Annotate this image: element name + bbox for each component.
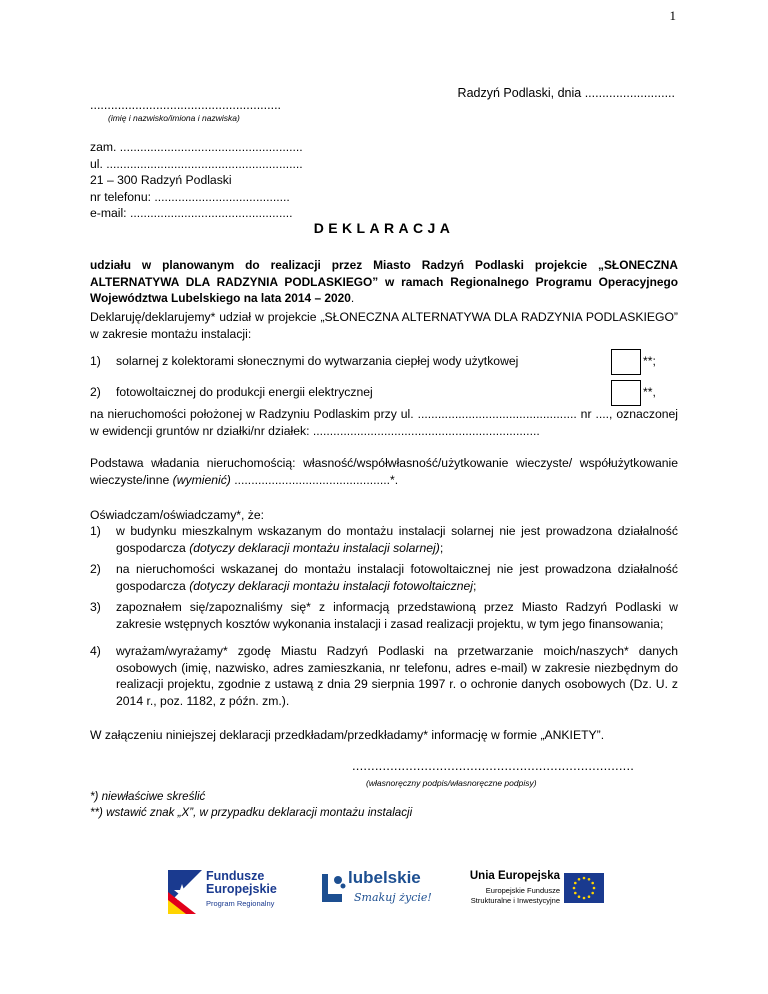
option-label: fotowoltaicznej do produkcji energii elektrycznej <box>116 385 373 399</box>
lubelskie-logo <box>316 868 436 916</box>
phone-field[interactable]: nr telefonu: ........................................ <box>90 189 290 204</box>
statement-end: ; <box>439 540 444 555</box>
name-hint: (imię i nazwisko/imiona i nazwiska) <box>108 113 240 123</box>
address-street-field[interactable]: ul. .......................................................... <box>90 156 303 171</box>
statement-italic: (dotyczy deklaracji montażu instalacji fotowoltaicznej <box>189 578 474 593</box>
statement-item <box>90 561 678 594</box>
intro-paragraph <box>90 257 678 307</box>
statement-item <box>90 523 678 556</box>
unia-europejska-logo <box>444 870 604 914</box>
statement-text: w budynku mieszkalnym wskazanym do montażu instalacji solarnej nie jest prowadzona działalność gospodarcza <box>116 524 678 555</box>
document-title: DEKLARACJA <box>313 220 455 236</box>
solar-mark-note: **; <box>643 354 656 368</box>
intro-end: . <box>350 291 355 305</box>
ue-line2: Europejskie Fundusze <box>485 886 560 895</box>
legal-title-paragraph <box>90 455 678 488</box>
statement-number: 2) <box>90 562 101 576</box>
option-number: 2) <box>90 385 101 399</box>
date-line: Radzyń Podlaski, dnia .......................... <box>457 86 675 100</box>
lubelskie-slogan: Smakuj życie! <box>354 891 432 904</box>
footnote-mark-x <box>90 806 412 819</box>
footnote-text: **) wstawić znak „X”, w przypadku deklaracji montażu instalacji <box>90 806 413 819</box>
statement-text: wyrażam/wyrażamy* zgodę Miastu Radzyń Podlaski na przetwarzanie moich/naszych* danych osobowych (imię, nazwisko, adres zamieszkania, nr telefonu, adres e-mail) w zakresie niezbędnym do realizacji projektu, zgodnie z ustawą z dnia 29 sierpnia 1997 r. o ochronie danych osobowych (Dz. U. z 2014 r., poz. 1182, z późn. zm.). <box>116 644 678 708</box>
legal-text: Podstawa władania nieruchomością: własność/współwłasność/użytkowanie wieczyste/ współużytkowanie wieczyste/inne <box>90 456 678 487</box>
statement-italic: (dotyczy deklaracji montażu instalacji solarnej) <box>189 540 440 555</box>
statement-text: na nieruchomości wskazanej do montażu instalacji fotowoltaicznej nie jest prowadzona działalność gospodarcza <box>116 562 678 593</box>
statement-number: 4) <box>90 644 101 658</box>
statements-header: Oświadczam/oświadczamy*, że: <box>90 508 265 522</box>
legal-dots-field[interactable]: ..............................................*. <box>230 472 399 487</box>
address-city: 21 – 300 Radzyń Podlaski <box>90 173 232 187</box>
fe-line2: Europejskie <box>206 882 277 896</box>
page-number: 1 <box>669 8 676 23</box>
name-field[interactable]: ....................................................... <box>90 98 282 112</box>
statement-item <box>90 643 678 709</box>
statement-item <box>90 599 678 632</box>
photovoltaic-mark-note: **, <box>643 385 656 399</box>
footnote-strike: *) niewłaściwe skreślić <box>90 790 206 803</box>
fe-line3: Program Regionalny <box>206 899 275 908</box>
lubelskie-symbol-icon <box>316 872 348 906</box>
statement-text: zapoznałem się/zapoznaliśmy się* z informacją przedstawioną przez Miasto Radzyń Podlaski w zakresie wstępnych kosztów wykonania instalacji i zasad realizacji projektu, w tym jego finansowania; <box>116 600 678 631</box>
signature-field[interactable]: .......................................................................... <box>352 758 635 773</box>
solar-checkbox[interactable] <box>611 349 641 375</box>
photovoltaic-checkbox[interactable] <box>611 380 641 406</box>
annex-paragraph: W załączeniu niniejszej deklaracji przedkładam/przedkładamy* informację w formie „ANKIETY”. <box>90 728 605 742</box>
property-location[interactable]: na nieruchomości położonej w Radzyniu Podlaskim przy ul. ............................................... nr ...., oznaczonej w ewidencji gruntów nr działki/nr działek: ................................................................... <box>90 407 678 438</box>
lubelskie-name: lubelskie <box>348 868 421 887</box>
legal-italic: (wymienić) <box>172 472 231 487</box>
statement-number: 3) <box>90 600 101 614</box>
intro-text: udziału w planowanym do realizacji przez Miasto Radzyń Podlaski projekcie „SŁONECZNA ALTERNATYWA DLA RADZYNIA PODLASKIEGO” w ramach Regionalnego Programu Operacyjnego Województwa Lubelskiego na lata 2014 – 2020 <box>90 258 678 305</box>
fe-symbol-icon <box>168 870 202 914</box>
statement-end: ; <box>473 578 477 593</box>
statement-number: 1) <box>90 524 101 538</box>
email-field[interactable]: e-mail: ................................................ <box>90 206 293 220</box>
eu-flag-icon <box>564 873 604 903</box>
fundusze-europejskie-logo <box>168 870 288 914</box>
ue-line3: Strukturalne i Inwestycyjne <box>470 896 560 905</box>
ue-line1: Unia Europejska <box>469 870 560 882</box>
signature-hint: (własnoręczny podpis/własnoręczne podpisy) <box>366 778 537 788</box>
address-residence-field[interactable]: zam. ...................................................... <box>90 140 303 154</box>
option-label: solarnej z kolektorami słonecznymi do wytwarzania ciepłej wody użytkowej <box>116 354 519 368</box>
declaration-paragraph: Deklaruję/deklarujemy* udział w projekcie „SŁONECZNA ALTERNATYWA DLA RADZYNIA PODLASKIEGO” w zakresie montażu instalacji: <box>90 310 678 341</box>
fe-line1: Fundusze <box>206 869 265 883</box>
address-block <box>90 139 303 222</box>
option-number: 1) <box>90 354 101 368</box>
